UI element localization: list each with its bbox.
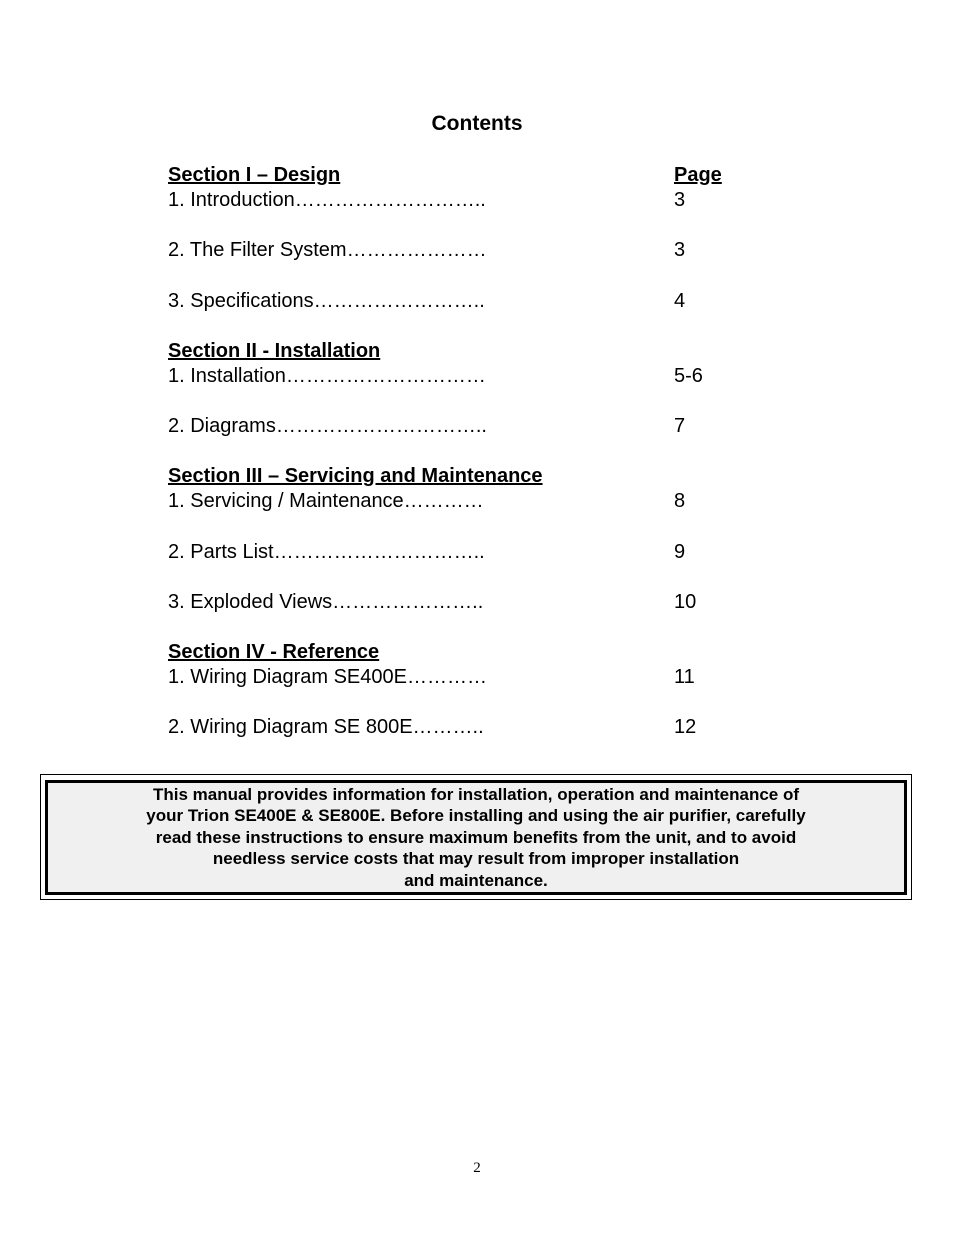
toc-page-diagrams: 7 <box>674 415 686 437</box>
toc-entry-exploded-views: 3. Exploded Views………………….. <box>168 591 484 613</box>
toc-page-wiring-se800e: 12 <box>674 716 697 738</box>
page-number: 2 <box>473 1160 481 1176</box>
contents-title: Contents <box>431 112 523 135</box>
toc-entry-wiring-se800e: 2. Wiring Diagram SE 800E……….. <box>168 716 484 738</box>
notice-line-4: needless service costs that may result from improper installation <box>212 849 740 869</box>
section-heading-reference: Section IV - Reference <box>168 641 380 663</box>
section-heading-servicing: Section III – Servicing and Maintenance <box>168 465 543 487</box>
toc-entry-parts-list: 2. Parts List………………………….. <box>168 541 485 563</box>
toc-entry-specifications: 3. Specifications…………………….. <box>168 290 485 312</box>
toc-entry-filter-system: 2. The Filter System………………… <box>168 239 487 261</box>
toc-page-parts-list: 9 <box>674 541 686 563</box>
page-column-header: Page <box>674 164 722 186</box>
notice-line-3: read these instructions to ensure maximum benefits from the unit, and to avoid <box>155 827 797 847</box>
toc-entry-wiring-se400e: 1. Wiring Diagram SE400E………… <box>168 666 487 688</box>
section-heading-design: Section I – Design <box>168 164 341 186</box>
toc-entry-introduction: 1. Introduction……………………….. <box>168 189 486 211</box>
notice-line-5: and maintenance. <box>404 870 548 890</box>
toc-page-specifications: 4 <box>674 290 686 312</box>
toc-page-servicing: 8 <box>674 490 686 512</box>
toc-entry-servicing: 1. Servicing / Maintenance………… <box>168 490 484 512</box>
toc-page-wiring-se400e: 11 <box>674 666 695 688</box>
notice-text <box>96 784 856 892</box>
toc-entry-installation: 1. Installation………………………… <box>168 365 486 387</box>
section-heading-installation: Section II - Installation <box>168 340 381 362</box>
toc-page-exploded-views: 10 <box>674 591 697 613</box>
notice-line-1: This manual provides information for installation, operation and maintenance of <box>152 784 800 804</box>
toc-page-introduction: 3 <box>674 189 686 211</box>
notice-box <box>45 780 907 895</box>
toc-entry-diagrams: 2. Diagrams………………………….. <box>168 415 487 437</box>
toc-page-installation: 5-6 <box>674 365 703 387</box>
toc-page-filter-system: 3 <box>674 239 686 261</box>
notice-line-2: your Trion SE400E & SE800E. Before installing and using the air purifier, carefully <box>146 806 806 826</box>
